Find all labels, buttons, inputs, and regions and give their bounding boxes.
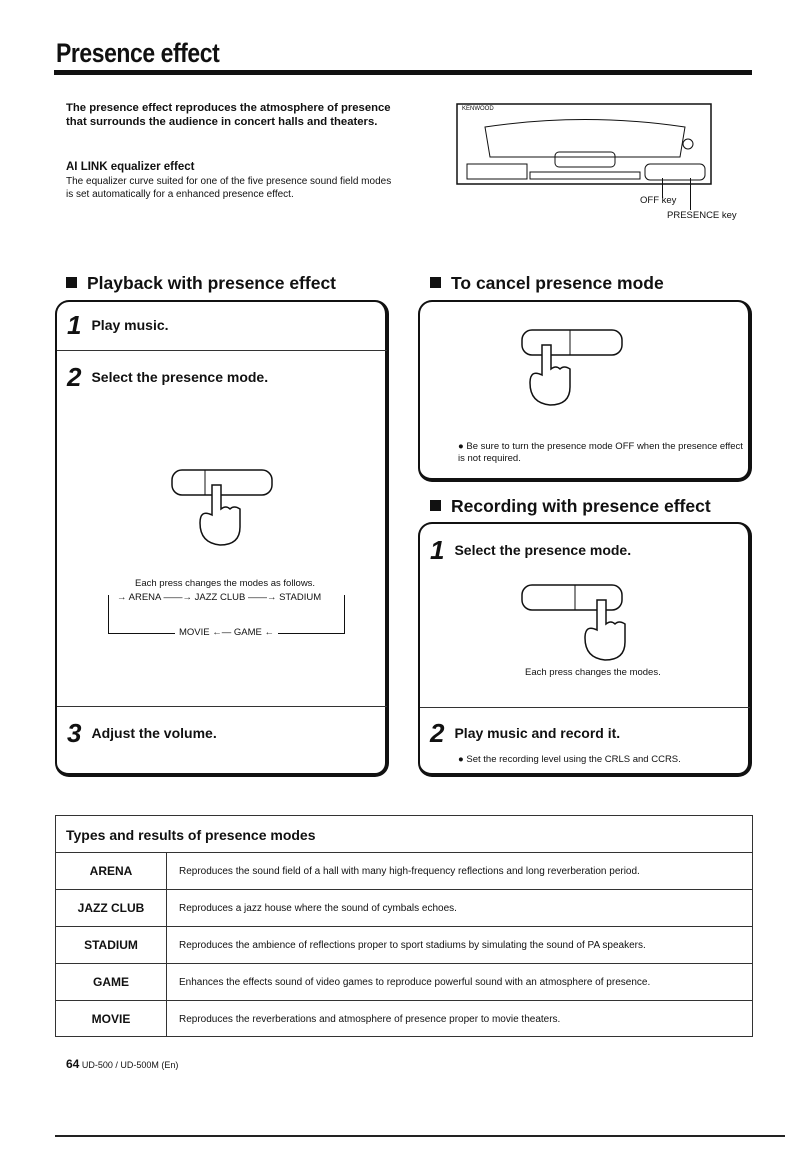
table-row: MOVIE Reproduces the reverberations and atmosphere of presence proper to movie theaters.: [56, 1001, 752, 1038]
table-row: JAZZ CLUB Reproduces a jazz house where the sound of cymbals echoes.: [56, 890, 752, 927]
manual-page: Presence effect The presence effect reproduces the atmosphere of presence that surrounds the audience in concert halls and theaters. AI LINK equalizer effect The equalizer curve suited for one of the five presence sound field modes is set automatically for a enhanced presence effect. KENWOOD OFF key PRESENCE key Playback with presence effect 1 Play music. 2 Select the presence mode. Each press changes the modes as follows. → ARENA ——→ JAZZ CLUB ——→ STADIUM MOVIE ←— GAME ← 3 Adjust the volume. To cancel presence mode ● Be sure to turn the presence mode OFF when the presence effect is not required. Recording with presence effect 1 Select the presence mode. Each press changes the modes. 2 Play music and record it. ● Set the recording level using the CRLS and CCRS. Types and results of presence modes ARENA Reproduces the sound field of a hall with many high-frequency reflections and long reverberation period. JAZZ CLUB Reproduces a jazz house where the sound of cymbals echoes. STADIUM Reproduces the ambience of reflections proper to sport stadiums by simulating the sound of PA speakers. GAME Enhances the effects sound of video games to reproduce powerful sound with an atmosphere of presence. MOVIE Reproduces the reverberations and atmosphere of presence proper to movie theaters. 64 UD-500 / UD-500M (En): [0, 0, 789, 1154]
cancel-heading: To cancel presence mode: [430, 273, 664, 294]
recording-heading: Recording with presence effect: [430, 496, 711, 517]
recording-caption: Each press changes the modes.: [525, 667, 661, 678]
cycle-stadium: STADIUM: [279, 592, 322, 603]
off-key-label: OFF key: [640, 195, 677, 206]
device-front-panel-illustration: [455, 102, 715, 187]
table-row: STADIUM Reproduces the ambience of reflections proper to sport stadiums by simulating the sound of PA speakers.: [56, 927, 752, 964]
recording-note: ● Set the recording level using the CRLS and CCRS.: [458, 754, 681, 765]
cancel-note: ● Be sure to turn the presence mode OFF when the presence effect is not required.: [458, 441, 743, 464]
hand-pressing-presence-key-icon: [170, 465, 280, 550]
page-title: Presence effect: [56, 38, 220, 68]
hand-pressing-presence-key-icon: [520, 580, 630, 665]
presence-key-label: PRESENCE key: [667, 210, 737, 221]
table-heading: Types and results of presence modes: [66, 827, 316, 843]
cycle-jazz-club: JAZZ CLUB: [194, 592, 246, 603]
device-brand: KENWOOD: [462, 106, 494, 112]
modes-table: [55, 815, 753, 1037]
playback-heading: Playback with presence effect: [66, 273, 336, 294]
cycle-caption: Each press changes the modes as follows.: [135, 578, 316, 589]
cycle-movie: MOVIE: [179, 627, 210, 638]
playback-step-1: 1 Play music.: [67, 310, 169, 340]
playback-step-3: 3 Adjust the volume.: [67, 718, 217, 748]
cycle-game: GAME: [233, 627, 262, 638]
playback-step-2: 2 Select the presence mode.: [67, 362, 269, 392]
hand-pressing-off-key-icon: [520, 325, 630, 410]
page-footer: 64 UD-500 / UD-500M (En): [66, 1057, 179, 1071]
title-rule: [54, 70, 752, 75]
table-row: ARENA Reproduces the sound field of a hall with many high-frequency reflections and long reverberation period.: [56, 853, 752, 890]
recording-step-2: 2 Play music and record it.: [430, 718, 621, 748]
table-row: GAME Enhances the effects sound of video games to reproduce powerful sound with an atmosphere of presence.: [56, 964, 752, 1001]
intro-text: The presence effect reproduces the atmosphere of presence that surrounds the audience in concert halls and theaters.: [66, 102, 391, 128]
recording-step-1: 1 Select the presence mode.: [430, 535, 632, 565]
ai-link-heading: AI LINK equalizer effect: [66, 161, 195, 173]
ai-link-text: The equalizer curve suited for one of the five presence sound field modes is set automatically for a enhanced presence effect.: [66, 176, 392, 200]
cycle-arena: ARENA: [128, 592, 161, 603]
